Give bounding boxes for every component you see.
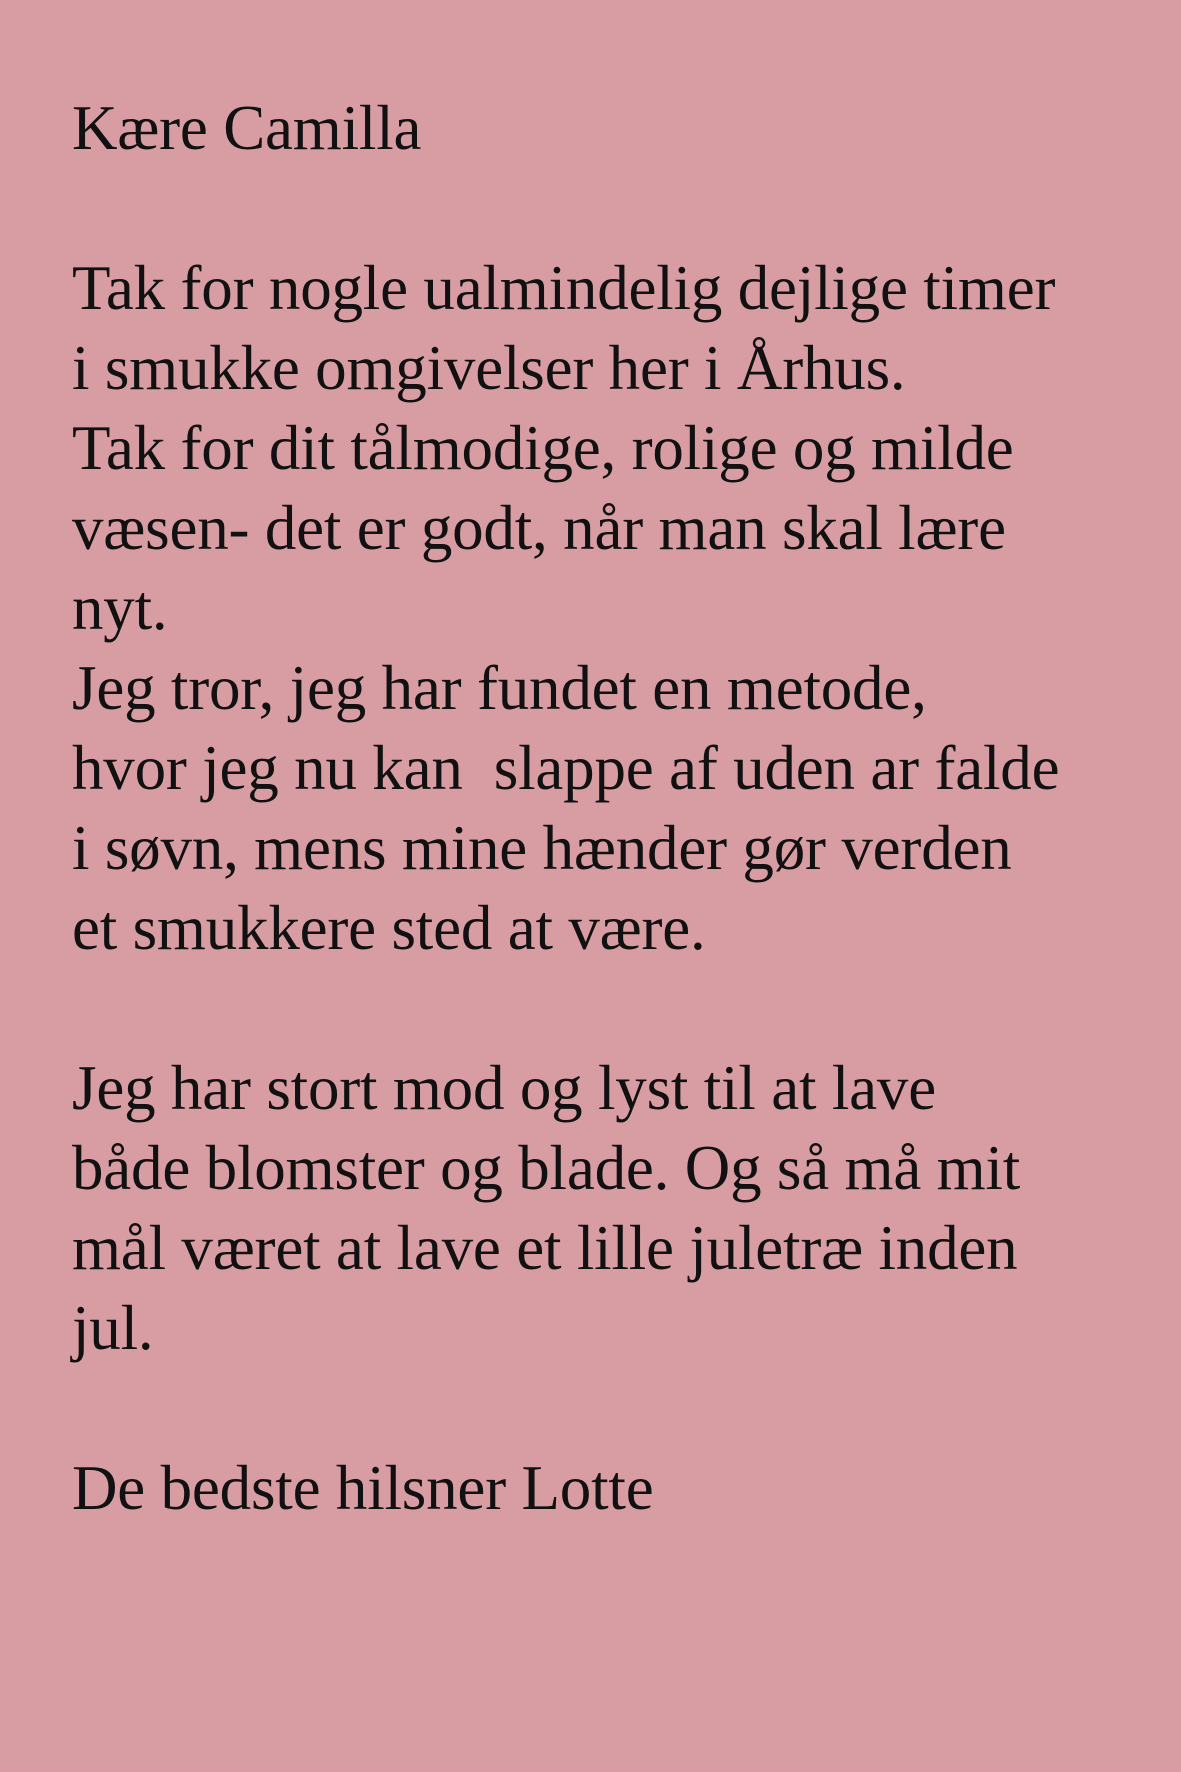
paragraph-gap <box>72 968 1152 1048</box>
paragraph2-line: mål været at lave et lille juletræ inden <box>72 1213 1018 1283</box>
greeting: Kære Camilla <box>72 93 422 163</box>
paragraph1-line: Tak for nogle ualmindelig dejlige timer <box>72 253 1056 323</box>
paragraph1-line: Tak for dit tålmodige, rolige og milde <box>72 413 1014 483</box>
paragraph1-line: Jeg tror, jeg har fundet en metode, <box>72 653 927 723</box>
paragraph2-line: både blomster og blade. Og så må mit <box>72 1133 1021 1203</box>
paragraph1-line: i smukke omgivelser her i Århus. <box>72 333 906 403</box>
paragraph2-line: jul. <box>72 1293 154 1363</box>
paragraph-gap <box>72 168 1152 248</box>
paragraph1-line: nyt. <box>72 573 168 643</box>
paragraph1-line: væsen- det er godt, når man skal lære <box>72 493 1006 563</box>
letter-body <box>72 88 1152 1528</box>
paragraph2-line: Jeg har stort mod og lyst til at lave <box>72 1053 936 1123</box>
closing-signature: De bedste hilsner Lotte <box>72 1453 654 1523</box>
paragraph1-line: et smukkere sted at være. <box>72 893 706 963</box>
paragraph1-line: i søvn, mens mine hænder gør verden <box>72 813 1012 883</box>
paragraph-gap <box>72 1368 1152 1448</box>
paragraph1-line: hvor jeg nu kan slappe af uden ar falde <box>72 733 1060 803</box>
